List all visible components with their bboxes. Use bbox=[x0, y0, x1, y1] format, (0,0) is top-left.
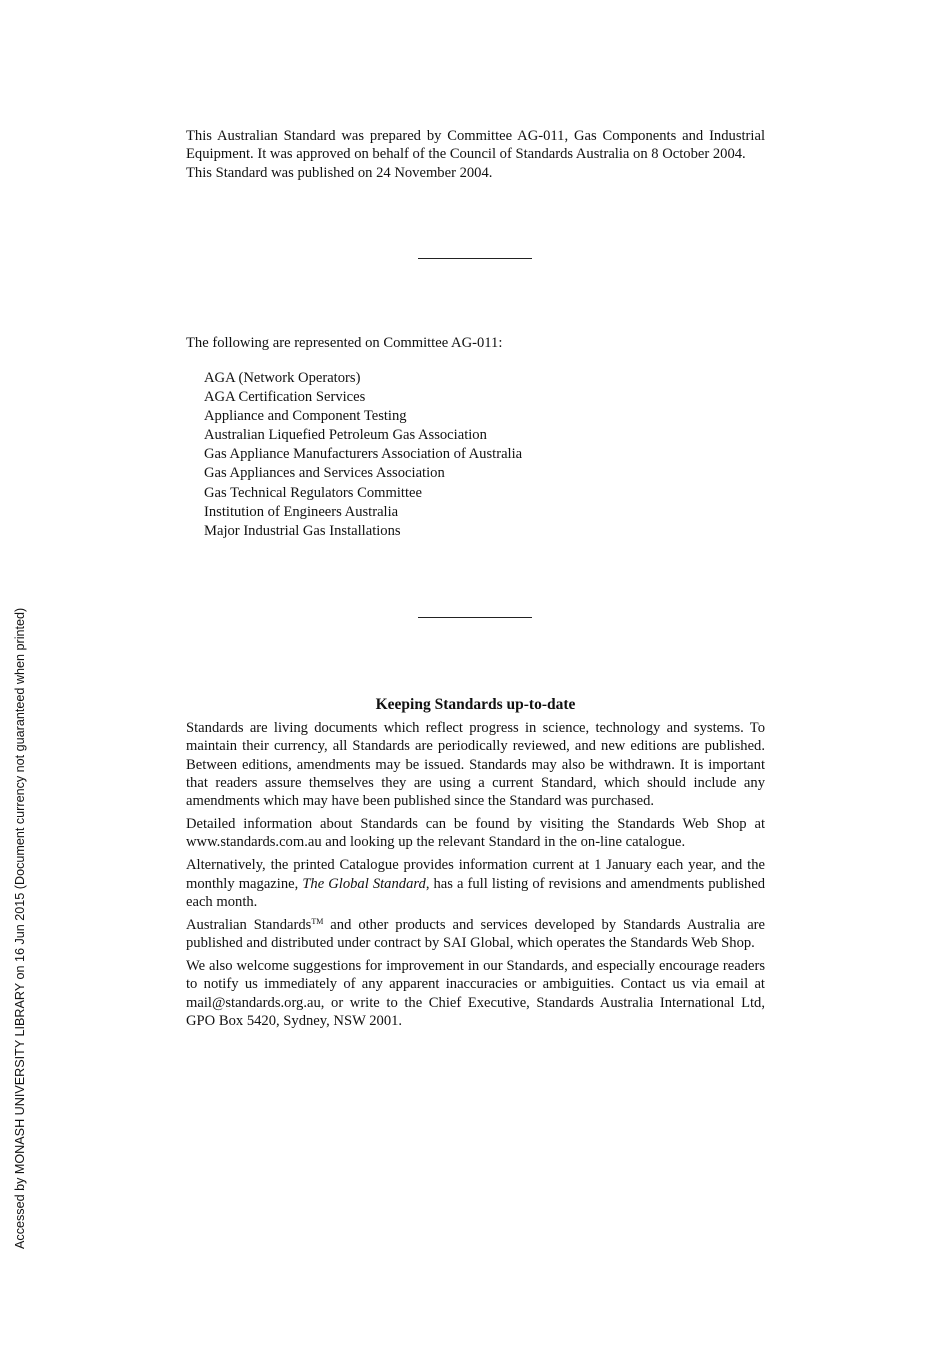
committee-member: Gas Technical Regulators Committee bbox=[204, 484, 422, 501]
trademark-mark: TM bbox=[311, 916, 324, 926]
paragraph-suggestions: We also welcome suggestions for improvement in our Standards, and especially encourage readers to notify us immediately of any apparent inaccuracies or ambiguities. Contact us via email at mail@standards.org.au, or write to the Chief Executive, Standards Australia International Ltd, GPO Box 5420, Sydney, NSW 2001. bbox=[186, 957, 765, 1029]
paragraph-sai-global: Australian Standards™ and other products and services developed by Standards Australia are published and distributed under contract by SAI Global, which operates the Standards Web Shop. bbox=[186, 916, 766, 952]
paragraph-web-shop: Detailed information about Standards can be found by visiting the Standards Web Shop at www.standards.com.au and looking up the relevant Standard in the on-line catalogue. bbox=[186, 816, 765, 851]
committee-member: Gas Appliance Manufacturers Association of Australia bbox=[204, 446, 523, 463]
paragraph-catalogue: Alternatively, the printed Catalogue provides information current at 1 January each year, and the monthly magazine, The Global Standard, has a full listing of revisions and amendments published each month. bbox=[186, 857, 765, 910]
committee-member: AGA Certification Services bbox=[204, 389, 366, 406]
keeping-standards-heading: Keeping Standards up-to-date bbox=[375, 696, 576, 713]
committee-intro: The following are represented on Committee AG-011: bbox=[186, 335, 503, 351]
committee-member: Major Industrial Gas Installations bbox=[204, 522, 401, 539]
section-divider bbox=[418, 258, 532, 259]
committee-member: Australian Liquefied Petroleum Gas Association bbox=[204, 427, 487, 444]
approval-text: This Australian Standard was prepared by Committee AG-011, Gas Components and Industrial Equipment. It was approved on behalf of the Council of Standards Australia on 8 October 2004. bbox=[186, 128, 765, 163]
publication-date-text: This Standard was published on 24 November 2004. bbox=[186, 164, 493, 181]
section-divider bbox=[418, 617, 532, 618]
keeping-standards-body bbox=[186, 719, 765, 1035]
committee-member-list bbox=[204, 369, 522, 541]
committee-member: AGA (Network Operators) bbox=[204, 370, 361, 386]
preparation-statement bbox=[186, 127, 765, 182]
committee-member: Gas Appliances and Services Association bbox=[204, 465, 445, 482]
committee-member: Institution of Engineers Australia bbox=[204, 503, 399, 520]
paragraph-living-documents: Standards are living documents which reflect progress in science, technology and systems. To maintain their currency, all Standards are periodically reviewed, and new editions are published. Between editions, amendments may be issued. Standards may also be withdrawn. It is important that readers assure themselves they are using a current Standard, which should include any amendments which may have been published since the Standard was purchased. bbox=[186, 720, 765, 810]
publication-title: The Global Standard bbox=[302, 875, 426, 892]
committee-member: Appliance and Component Testing bbox=[204, 408, 407, 425]
access-watermark: Accessed by MONASH UNIVERSITY LIBRARY on 16 Jun 2015 (Document currency not guaranteed when printed) bbox=[13, 607, 27, 1249]
